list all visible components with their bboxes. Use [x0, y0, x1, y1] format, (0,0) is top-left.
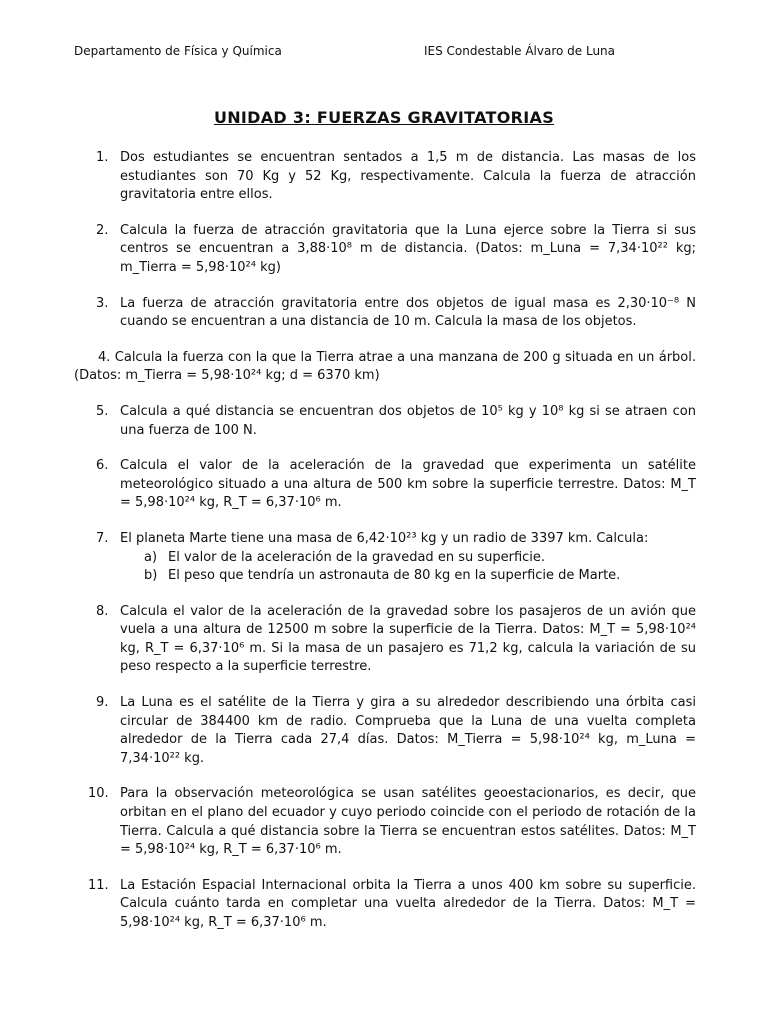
exercise-item: [74, 785, 696, 859]
exercise-item: [74, 457, 696, 513]
exercise-number: 11.: [88, 877, 109, 893]
exercise-text: Para la observación meteorológica se usan satélites geoestacionarios, es decir, que orbitan en el plano del ecuador y cuyo periodo coincide con el periodo de rotación de la Tierra. Calcula a qué distancia sobre la Tierra se encuentran estos satélites. Datos: M_T = 5,98·10²⁴ kg, R_T = 6,37·10⁶ m.: [120, 786, 696, 858]
exercise-number: 7.: [96, 530, 109, 546]
exercise-list: [74, 149, 696, 950]
exercise-text: Calcula el valor de la aceleración de la gravedad que experimenta un satélite meteorológico situado a una altura de 500 km sobre la superficie terrestre. Datos: M_T = 5,98·10²⁴ kg, R_T = 6,37·10⁶ m.: [120, 458, 696, 511]
exercise-number: 2.: [96, 222, 109, 238]
exercise-text: Calcula el valor de la aceleración de la gravedad sobre los pasajeros de un avión que vuela a una altura de 12500 m sobre la superficie de la Tierra. Datos: M_T = 5,98·10²⁴ kg, R_T = 6,37·10⁶ m. Si la masa de un pasajero es 71,2 kg, calcula la variación de su peso respecto a la superficie terrestre.: [120, 603, 696, 675]
exercise-item: [74, 149, 696, 205]
page-header: [74, 44, 694, 62]
page-title: UNIDAD 3: FUERZAS GRAVITATORIAS: [213, 108, 555, 127]
sub-question-text: El valor de la aceleración de la gravedad en su superficie.: [168, 549, 546, 565]
exercise-text: La Estación Espacial Internacional orbita la Tierra a unos 400 km sobre su superficie. Calcula cuánto tarda en completar una vuelta alrededor de la Tierra. Datos: M_T = 5,98·10²⁴ kg, R_T = 6,37·10⁶ m.: [120, 877, 696, 930]
exercise-item: [74, 349, 696, 386]
exercise-text: Calcula la fuerza de atracción gravitatoria que la Luna ejerce sobre la Tierra si sus centros se encuentran a 3,88·10⁸ m de distancia. (Datos: m_Luna = 7,34·10²² kg; m_Tierra = 5,98·10²⁴ kg): [120, 222, 696, 275]
exercise-text: La fuerza de atracción gravitatoria entre dos objetos de igual masa es 2,30·10⁻⁸ N cuando se encuentran a una distancia de 10 m. Calcula la masa de los objetos.: [120, 295, 696, 330]
exercise-text: Dos estudiantes se encuentran sentados a 1,5 m de distancia. Las masas de los estudiantes son 70 Kg y 52 Kg, respectivamente. Calcula la fuerza de atracción gravitatoria entre ellos.: [120, 150, 696, 203]
exercise-text: El planeta Marte tiene una masa de 6,42·10²³ kg y un radio de 3397 km. Calcula:: [120, 530, 649, 546]
sub-question-text: El peso que tendría un astronauta de 80 kg en la superficie de Marte.: [168, 568, 621, 584]
sub-question: [120, 567, 696, 586]
sub-question-letter: b): [144, 568, 158, 584]
exercise-item: [74, 877, 696, 933]
exercise-item: [74, 222, 696, 278]
exercise-text: La Luna es el satélite de la Tierra y gira a su alrededor describiendo una órbita casi circular de 384400 km de radio. Comprueba que la Luna de una vuelta completa alrededor de la Tierra cada 27,4 días. Datos: M_Tierra = 5,98·10²⁴ kg, m_Luna = 7,34·10²² kg.: [120, 695, 696, 766]
exercise-text: Calcula a qué distancia se encuentran dos objetos de 10⁵ kg y 10⁸ kg si se atraen con una fuerza de 100 N.: [120, 403, 696, 438]
header-department: Departamento de Física y Química: [74, 44, 282, 58]
exercise-item: [74, 603, 696, 677]
exercise-number: 4.: [98, 349, 111, 365]
exercise-number: 3.: [96, 295, 109, 311]
sub-question-letter: a): [144, 549, 158, 565]
exercise-number: 6.: [96, 458, 109, 474]
exercise-item: [74, 530, 696, 586]
exercise-number: 5.: [96, 403, 109, 419]
exercise-number: 9.: [96, 695, 109, 711]
exercise-item: [74, 403, 696, 440]
exercise-number: 1.: [96, 150, 109, 165]
exercise-item: [74, 694, 696, 768]
header-school: IES Condestable Álvaro de Luna: [424, 44, 616, 58]
exercise-number: 8.: [96, 603, 109, 619]
exercise-number: 10.: [88, 786, 109, 802]
exercise-text: Calcula la fuerza con la que la Tierra atrae a una manzana de 200 g situada en un árbol. (Datos: m_Tierra = 5,98·10²⁴ kg; d = 6370 km): [74, 349, 696, 384]
sub-question: [120, 549, 696, 568]
exercise-item: [74, 295, 696, 332]
